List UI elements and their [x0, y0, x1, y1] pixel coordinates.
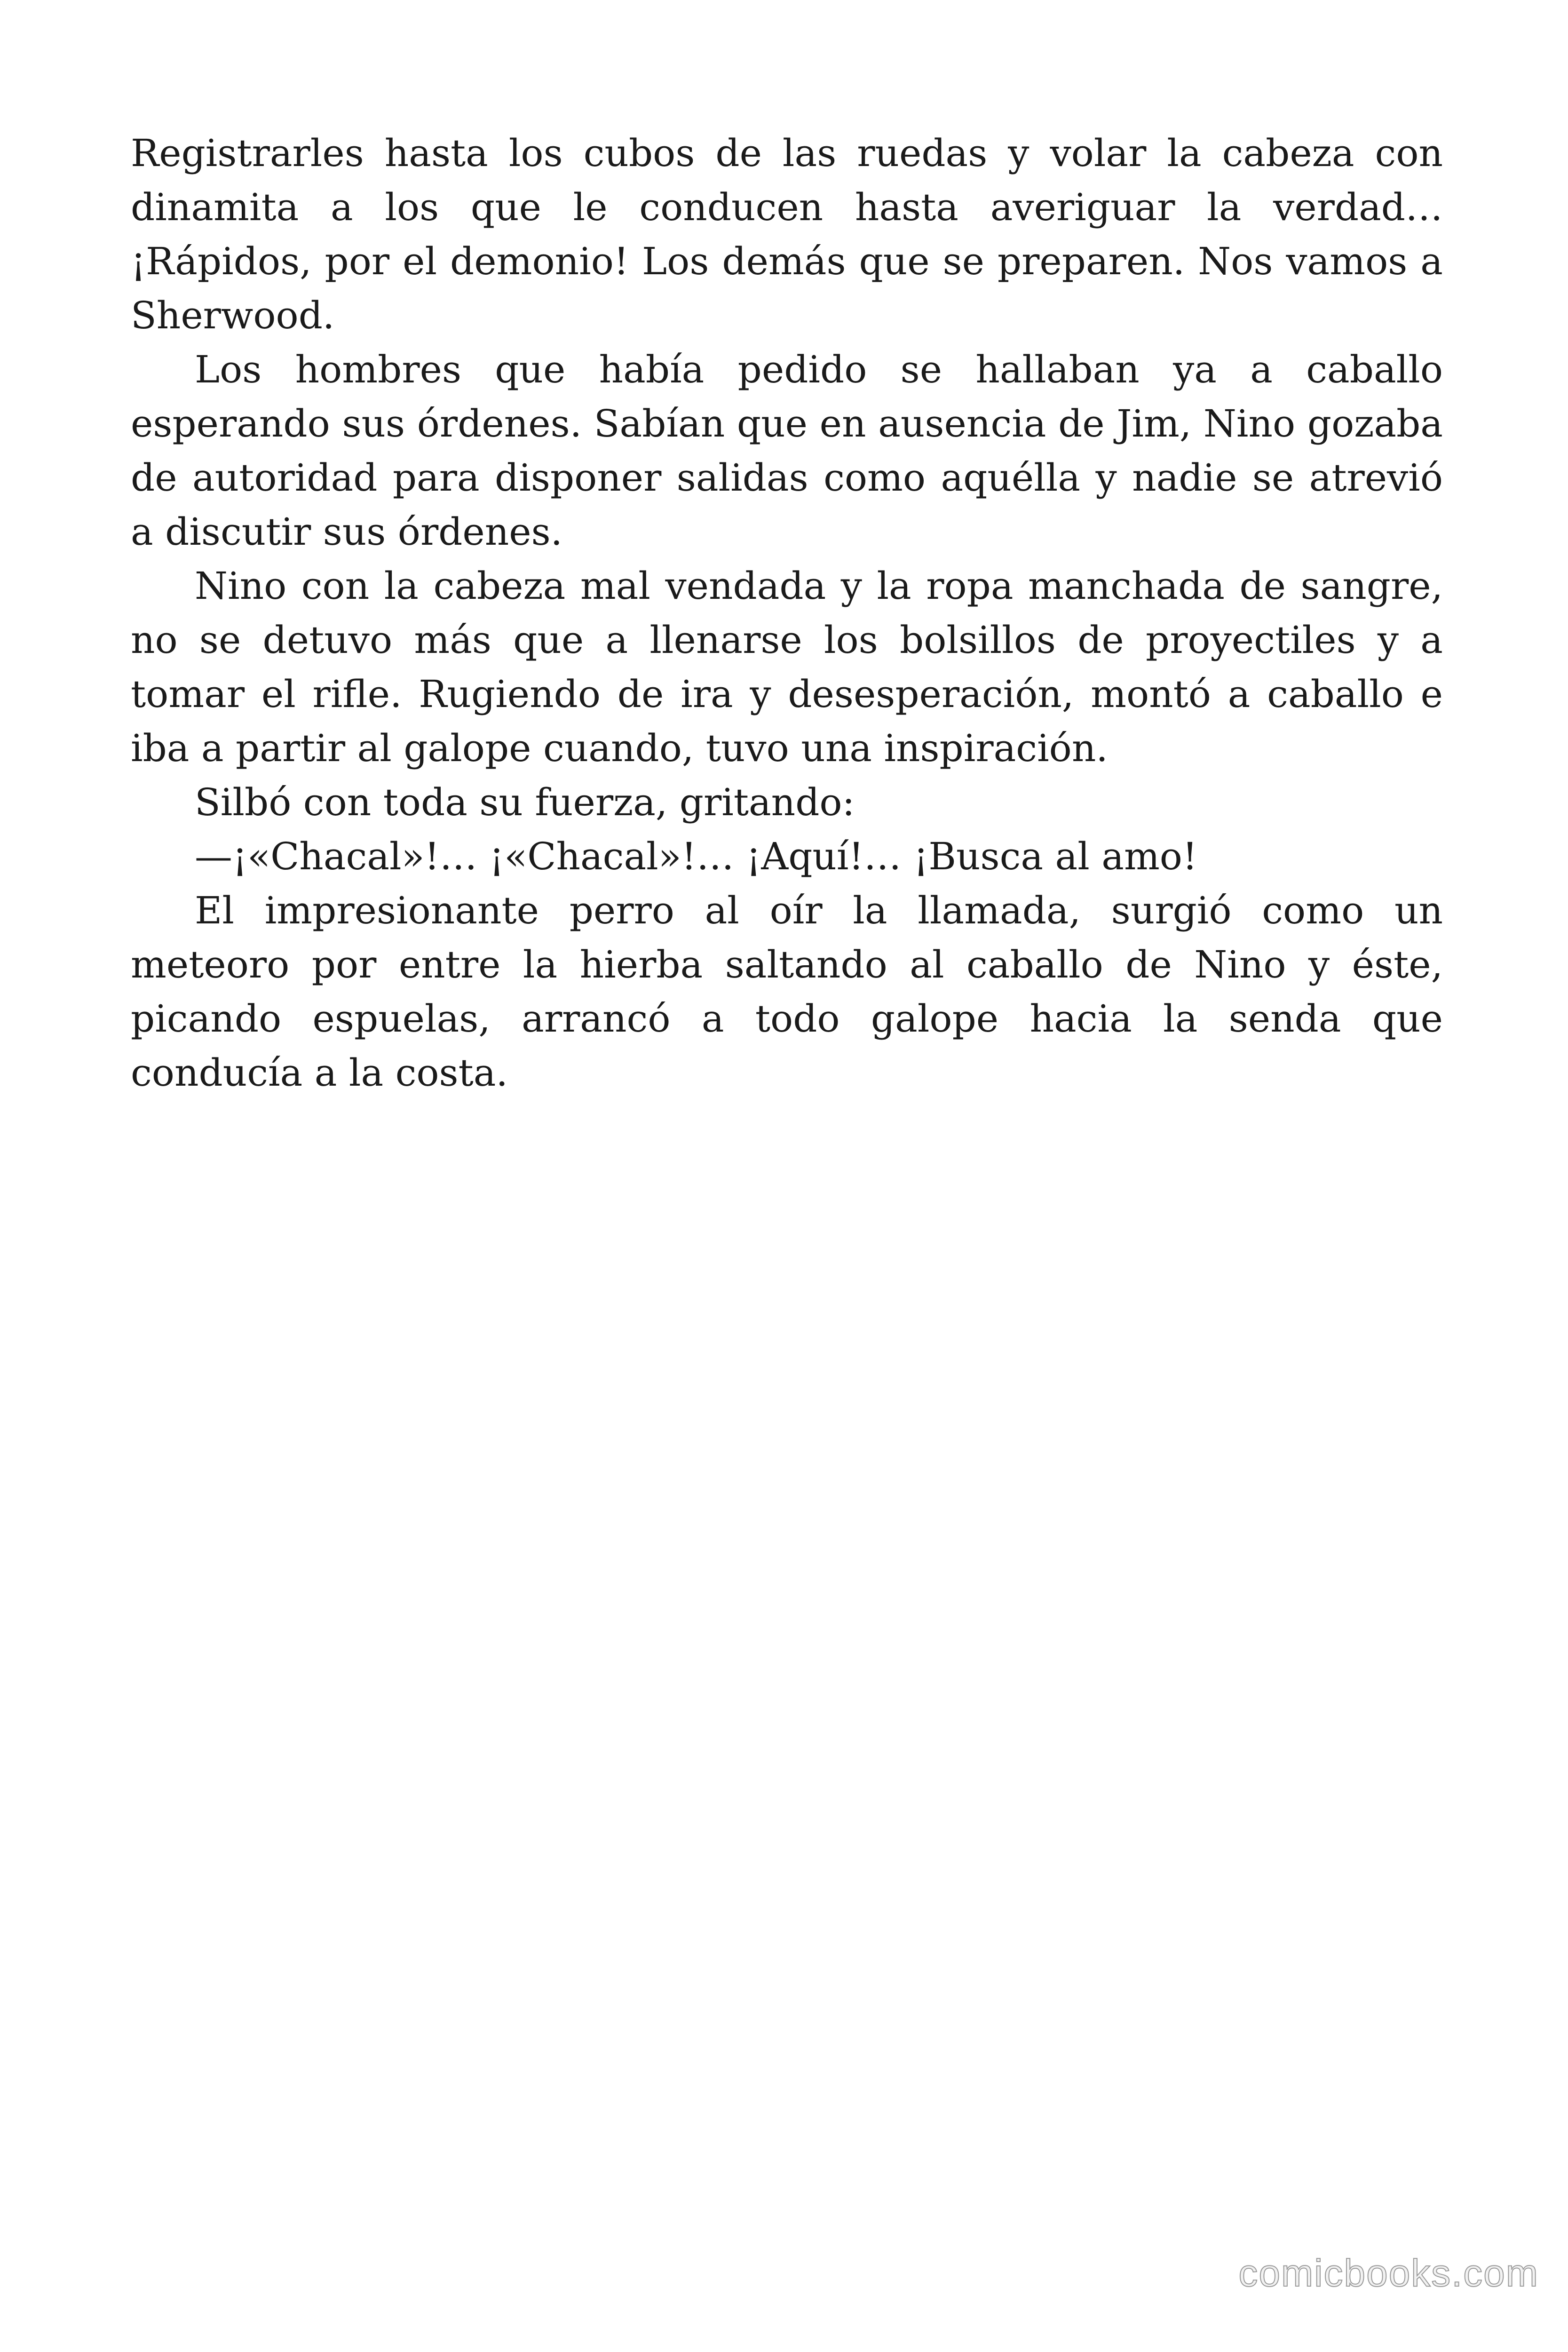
site-watermark: comicbooks.com: [1238, 2252, 1539, 2295]
paragraph-4: Silbó con toda su fuerza, gritando:: [195, 780, 855, 824]
paragraph-2: Los hombres que había pedido se hallaban ya a caballo esperando sus órdenes. Sabían que en ausencia de Jim, Nino gozaba de autoridad para disponer salidas como aquélla y nadie se atrevió a discutir sus órdenes.: [131, 348, 1443, 554]
paragraph-6: El impresionante perro al oír la llamada, surgió como un meteoro por entre la hierba saltando al caballo de Nino y éste, picando espuelas, arrancó a todo galope hacia la senda que conducía a la costa.: [131, 889, 1443, 1095]
paragraph-3: Nino con la cabeza mal vendada y la ropa manchada de sangre, no se detuvo más que a llenarse los bolsillos de proyectiles y a tomar el rifle. Rugiendo de ira y desesperación, montó a caballo e iba a partir al galope cuando, tuvo una inspiración.: [131, 564, 1443, 770]
paragraph-5-dialogue: —¡«Chacal»!… ¡«Chacal»!… ¡Aquí!… ¡Busca al amo!: [195, 834, 1198, 878]
paragraph-1: Registrarles hasta los cubos de las ruedas y volar la cabeza con dinamita a los que le conducen hasta averiguar la verdad… ¡Rápidos, por el demonio! Los demás que se preparen. Nos vamos a Sherwood.: [131, 131, 1443, 337]
body-text: [131, 126, 1443, 1100]
